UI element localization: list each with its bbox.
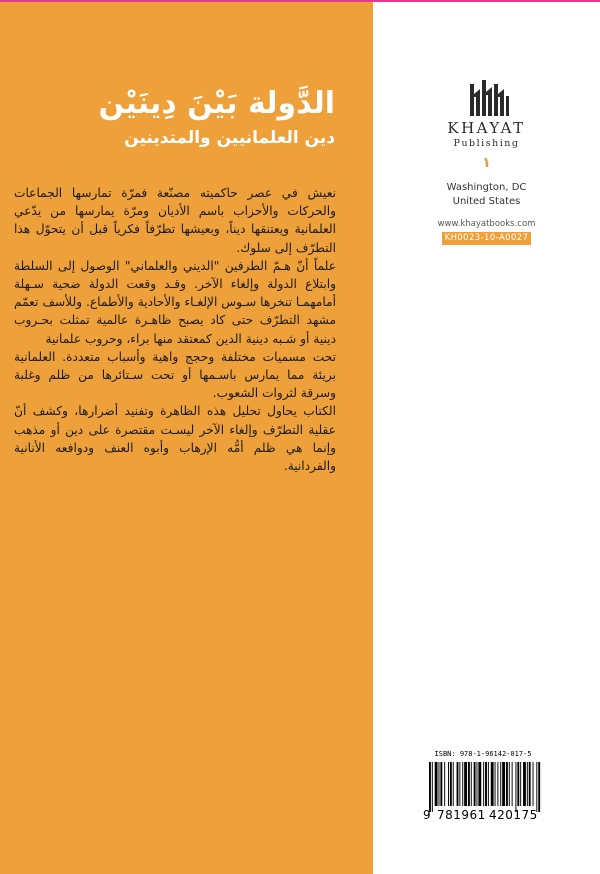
barcode-bar	[432, 762, 433, 812]
publisher-country: United States	[452, 196, 521, 207]
barcode-bar	[485, 762, 487, 806]
barcode-bar	[538, 762, 540, 812]
barcode-bars	[429, 762, 541, 812]
product-code-badge: KH0023-10-A0027	[442, 232, 531, 245]
publisher-name: KHAYAT	[447, 119, 526, 137]
barcode-bar	[457, 762, 459, 806]
barcode-bar	[478, 762, 481, 806]
barcode-bar	[474, 762, 476, 806]
barcode-bar	[444, 762, 445, 806]
barcode-bar	[439, 762, 440, 806]
khayat-logo-icon	[469, 78, 511, 118]
barcode-bar	[520, 762, 521, 806]
blurb-paragraph: نعيش في عصر حاكميته مصنّعة فمرّة تمارسها الجماعات والحركات والأحزاب باسم الأديان ومرّة يمارسها من يدّعي العلمانية ويعتنقها ديناً، وبعيشها تطرّفاً فكرياً قبل أن يتحوّل هذا التطرّف إلى سلوك.	[14, 186, 336, 255]
barcode-bar	[468, 762, 470, 806]
barcode-bar	[429, 762, 431, 812]
barcode-bar	[529, 762, 531, 806]
barcode-bar	[477, 762, 478, 806]
barcode-bar	[440, 762, 442, 806]
barcode-bar	[506, 762, 508, 806]
barcode-bar	[488, 762, 489, 806]
blurb-paragraph: علماً أنّ هـمّ الطرفين "الديني والعلماني" الوصول إلى السلطة وابتلاع الدولة وإلغاء الآخر. وقـد وقعت الدولة ضحية سـهلة أمامهمـا تنخرها سـوس الإلغـاء والأحادية والأطماع. وللأسف تعمّم مشهد التطرّف حتى كاد يصبح ظاهـرة عالمية تمثلت بحـروب دينية أو شـبه دينية الدين كمعتقد منها براء، وحروب علمانية	[14, 258, 336, 346]
barcode-bar	[527, 762, 528, 806]
barcode-bar	[523, 762, 526, 806]
barcode-bar	[448, 762, 449, 806]
blurb-paragraph: الكتاب يحاول تحليل هذه الظاهرة وتفنيد أضرارها، وكشف أنّ عقلية التطرّف وإلغاء الآخر ليسـت مقتصرة على دين أو مذهب وإنما هي ظلم أمُّه الإرهاب وأبوه العنف ودوافعه الأنانية والفردانية.	[14, 404, 336, 474]
publisher-city: Washington, DC	[446, 182, 527, 193]
barcode-bar	[509, 762, 510, 806]
publisher-website: www.khayatbooks.com	[437, 219, 536, 229]
barcode-bar	[517, 762, 519, 806]
barcode-left-group: 781961	[437, 808, 486, 822]
barcode-bar	[497, 762, 498, 806]
isbn-label: ISBN: 978-1-96142-017-5	[434, 750, 532, 758]
barcode-bar	[462, 762, 463, 806]
publisher-subtitle: Publishing	[453, 138, 520, 149]
barcode-bar	[512, 762, 513, 806]
book-title: الدَّولة بَيْنَ دِينَيْن	[98, 86, 335, 121]
barcode-bar	[495, 762, 496, 806]
barcode-bar	[459, 762, 460, 806]
barcode-bar	[491, 762, 494, 806]
barcode-bar	[453, 762, 454, 806]
barcode-bar	[483, 762, 484, 806]
blurb-text	[14, 184, 336, 475]
barcode-bar	[533, 762, 534, 806]
barcode-bar	[450, 762, 452, 806]
blurb-paragraph: تحت مسميات مختلفة وحجج واهية وأسباب متعددة. العلمانية بريئة مما يمارس باسـمها أو تحت سـتائرها من ظلم وغلبة وسرقة لثروات الشعوب.	[14, 349, 336, 401]
barcode-bar	[502, 762, 505, 806]
book-subtitle: دين العلمانيين والمتدينين	[124, 128, 335, 148]
publisher-mark: ١	[482, 155, 491, 171]
barcode-number	[423, 808, 545, 824]
barcode-bar	[536, 762, 537, 812]
cover-back-panel	[0, 2, 373, 874]
isbn-barcode	[423, 750, 543, 828]
barcode-bar	[435, 762, 438, 806]
barcode-first-digit: 9	[423, 808, 431, 822]
barcode-bar	[471, 762, 472, 806]
barcode-bar	[500, 762, 501, 806]
barcode-right-group: 420175	[489, 808, 538, 822]
barcode-bar	[464, 762, 467, 806]
barcode-bar	[515, 762, 516, 812]
